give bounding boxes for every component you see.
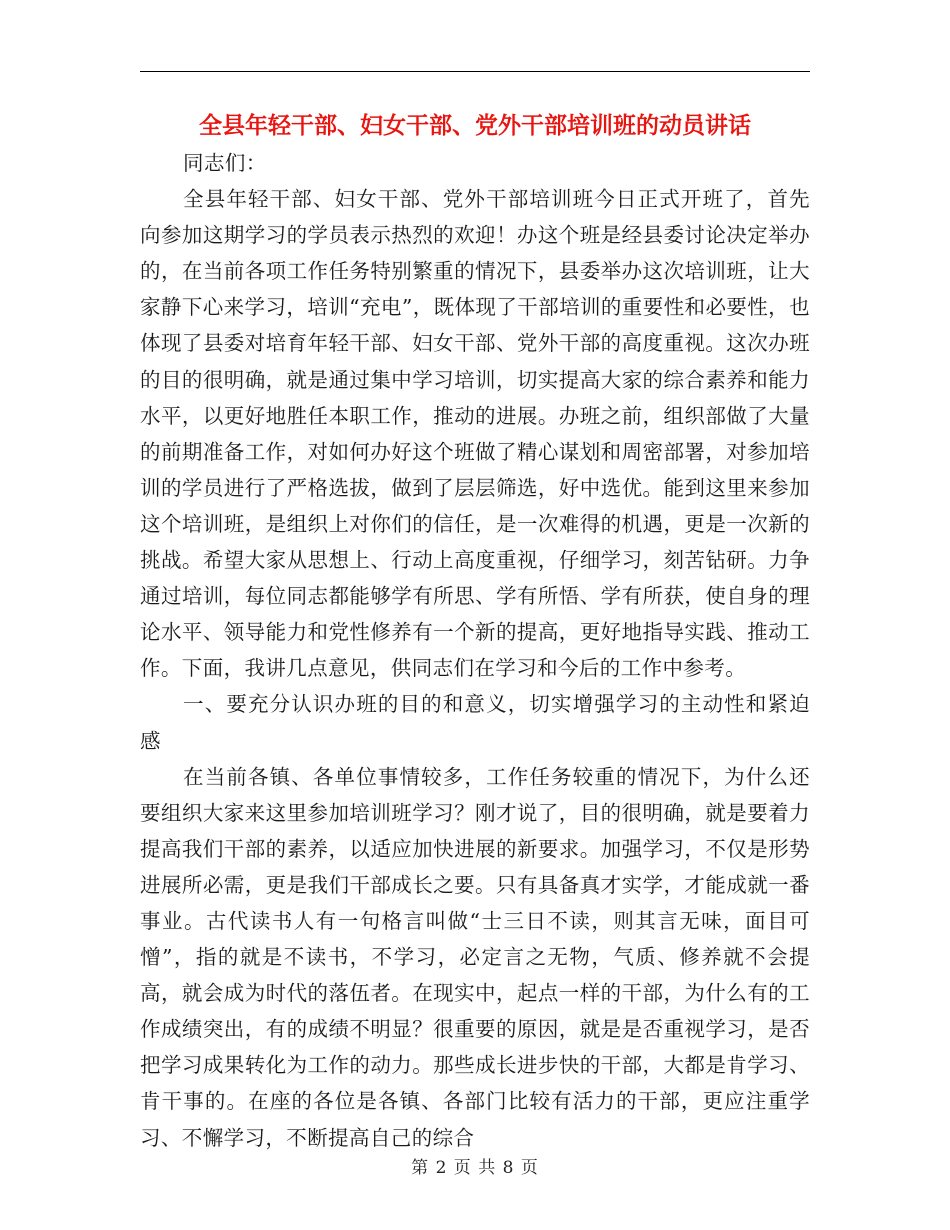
salutation-paragraph: 同志们： (183, 151, 267, 175)
header-rule (140, 71, 810, 72)
body-paragraph: 在当前各镇、各单位事情较多，工作任务较重的情况下，为什么还要组织大家来这里参加培训班学习？刚才说了，目的很明确，就是要着力提高我们干部的素养，以适应加快进展的新要求。加强学习，不仅是形势进展所必需，更是我们干部成长之要。只有具备真才实学，才能成就一番事业。古代读书人有一句格言叫做“士三日不读，则其言无味，面目可憎”，指的就是不读书，不学习，必定言之无物，气质、修养就不会提高，就会成为时代的落伍者。在现实中，起点一样的干部，为什么有的工作成绩突出，有的成绩不明显？很重要的原因，就是是否重视学习，是否把学习成果转化为工作的动力。那些成长进步快的干部，大都是肯学习、肯干事的。在座的各位是各镇、各部门比较有活力的干部，更应注重学习、不懈学习，不断提高自己的综合 (140, 764, 810, 1150)
document-body (140, 145, 810, 1156)
section-heading-1: 一、要充分认识办班的目的和意义，切实增强学习的主动性和紧迫感 (140, 692, 810, 753)
page-number-footer: 第 2 页 共 8 页 (411, 1158, 539, 1178)
intro-paragraph: 全县年轻干部、妇女干部、党外干部培训班今日正式开班了，首先向参加这期学习的学员表示热烈的欢迎！办这个班是经县委讨论决定举办的，在当前各项工作任务特别繁重的情况下，县委举办这次培训班，让大家静下心来学习，培训“充电”，既体现了干部培训的重要性和必要性，也体现了县委对培育年轻干部、妇女干部、党外干部的高度重视。这次办班的目的很明确，就是通过集中学习培训，切实提高大家的综合素养和能力水平，以更好地胜任本职工作，推动的进展。办班之前，组织部做了大量的前期准备工作，对如何办好这个班做了精心谋划和周密部署，对参加培训的学员进行了严格选拔，做到了层层筛选，好中选优。能到这里来参加这个培训班，是组织上对你们的信任，是一次难得的机遇，更是一次新的挑战。希望大家从思想上、行动上高度重视，仔细学习，刻苦钻研。力争通过培训，每位同志都能够学有所思、学有所悟、学有所获，使自身的理论水平、领导能力和党性修养有一个新的提高，更好地指导实践、推动工作。下面，我讲几点意见，供同志们在学习和今后的工作中参考。 (140, 187, 810, 681)
document-title: 全县年轻干部、妇女干部、党外干部培训班的动员讲话 (199, 112, 751, 139)
